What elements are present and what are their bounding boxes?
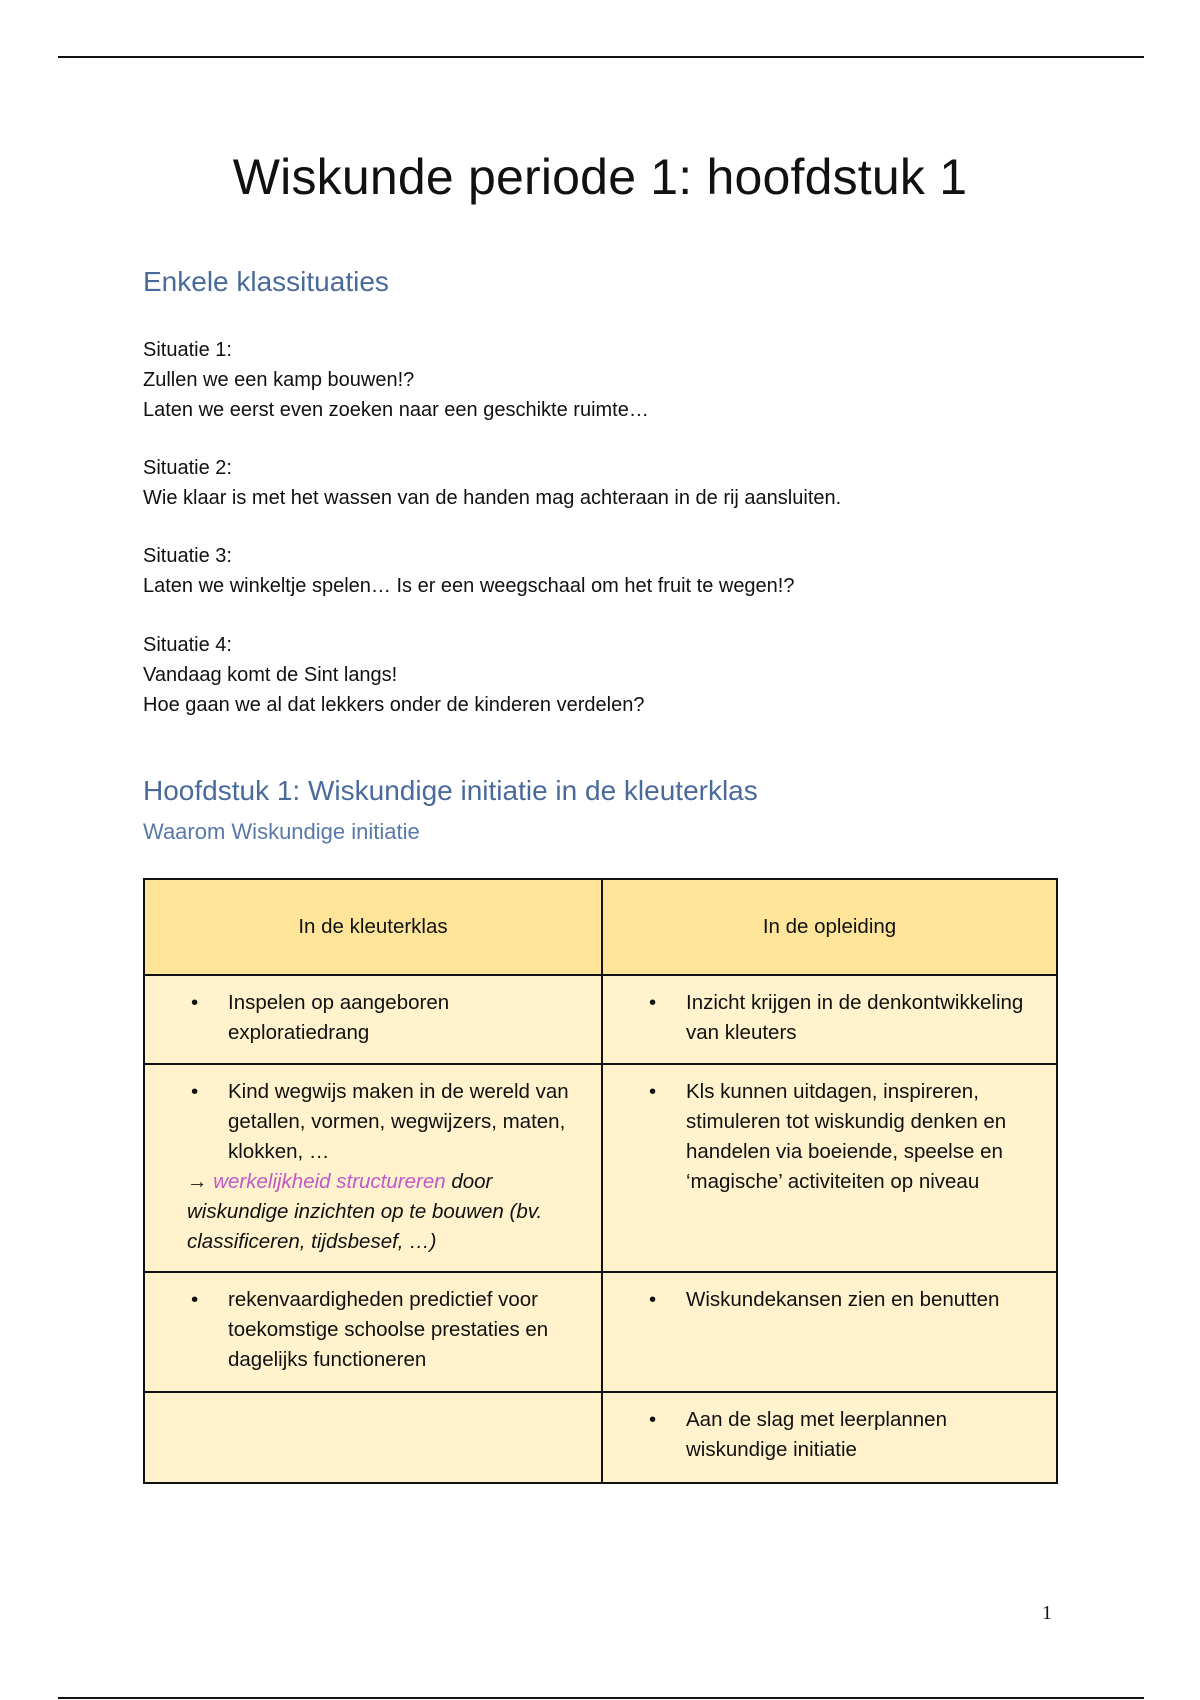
- situation-label: Situatie 1:: [143, 339, 232, 361]
- chapter-subheading: Waarom Wiskundige initiatie: [143, 819, 420, 844]
- header-kleuterklas: In de kleuterklas: [144, 879, 602, 975]
- situation-label: Situatie 3:: [143, 545, 232, 567]
- top-rule: [58, 56, 1144, 58]
- table-cell-left: [144, 1272, 602, 1392]
- comparison-table: [143, 878, 1058, 1484]
- situation-4: [143, 630, 644, 720]
- table-row: [144, 1272, 1057, 1392]
- situation-line: Laten we eerst even zoeken naar een geschikte ruimte…: [143, 399, 649, 421]
- bottom-rule: [58, 1697, 1144, 1699]
- cell-text: Kind wegwijs maken in de wereld van getallen, vormen, wegwijzers, maten, klokken, …: [228, 1080, 569, 1163]
- situation-3: [143, 541, 794, 601]
- cell-text: Aan de slag met leerplannen wiskundige initiatie: [686, 1408, 947, 1461]
- highlighted-text: werkelijkheid structureren: [213, 1170, 446, 1193]
- cell-text: Wiskundekansen zien en benutten: [686, 1288, 1000, 1311]
- table-header-row: [144, 879, 1057, 975]
- table-cell-right: [602, 1272, 1057, 1392]
- situation-label: Situatie 2:: [143, 457, 232, 479]
- table-cell-right: [602, 1392, 1057, 1483]
- bullet-icon: •: [649, 991, 657, 1014]
- bullet-icon: •: [649, 1408, 657, 1431]
- header-opleiding: In de opleiding: [602, 879, 1057, 975]
- bullet-icon: •: [191, 1080, 199, 1103]
- table-cell-left: [144, 1392, 602, 1483]
- situation-line: Hoe gaan we al dat lekkers onder de kinderen verdelen?: [143, 694, 645, 716]
- arrow-right-icon: →: [187, 1170, 208, 1193]
- situation-line: Vandaag komt de Sint langs!: [143, 664, 398, 686]
- cell-text: Kls kunnen uitdagen, inspireren, stimuleren tot wiskundig denken en handelen via boeiende, speelse en ‘magische’ activiteiten op niveau: [686, 1080, 1007, 1193]
- cell-text: door wiskundige inzichten op te bouwen (bv. classificeren, tijdsbesef, …): [187, 1170, 543, 1253]
- chapter-heading: Hoofdstuk 1: Wiskundige initiatie in de kleuterklas: [143, 775, 758, 806]
- table-row: [144, 1392, 1057, 1483]
- table-cell-left: [144, 1064, 602, 1272]
- bullet-icon: •: [191, 1288, 199, 1311]
- table-row: [144, 975, 1057, 1064]
- cell-arrow-text: [187, 1167, 585, 1257]
- table-cell-right: [602, 1064, 1057, 1272]
- table-cell-left: [144, 975, 602, 1064]
- cell-text: rekenvaardigheden predictief voor toekomstige schoolse prestaties en dagelijks functioneren: [228, 1288, 549, 1371]
- situation-2: [143, 453, 841, 513]
- bullet-icon: •: [191, 991, 199, 1014]
- situation-line: Wie klaar is met het wassen van de handen mag achteraan in de rij aansluiten.: [143, 487, 842, 509]
- table-cell-right: [602, 975, 1057, 1064]
- table-row: [144, 1064, 1057, 1272]
- page-title: Wiskunde periode 1: hoofdstuk 1: [232, 149, 968, 205]
- cell-text: Inzicht krijgen in de denkontwikkeling van kleuters: [686, 991, 1024, 1044]
- bullet-icon: •: [649, 1080, 657, 1103]
- section-heading-klassituaties: Enkele klassituaties: [143, 266, 389, 297]
- situation-line: Laten we winkeltje spelen… Is er een weegschaal om het fruit te wegen!?: [143, 575, 795, 597]
- page-number: 1: [1042, 1602, 1052, 1624]
- situation-1: [143, 335, 649, 425]
- situation-label: Situatie 4:: [143, 634, 232, 656]
- bullet-icon: •: [649, 1288, 657, 1311]
- cell-text: Inspelen op aangeboren exploratiedrang: [228, 991, 450, 1044]
- situation-line: Zullen we een kamp bouwen!?: [143, 369, 415, 391]
